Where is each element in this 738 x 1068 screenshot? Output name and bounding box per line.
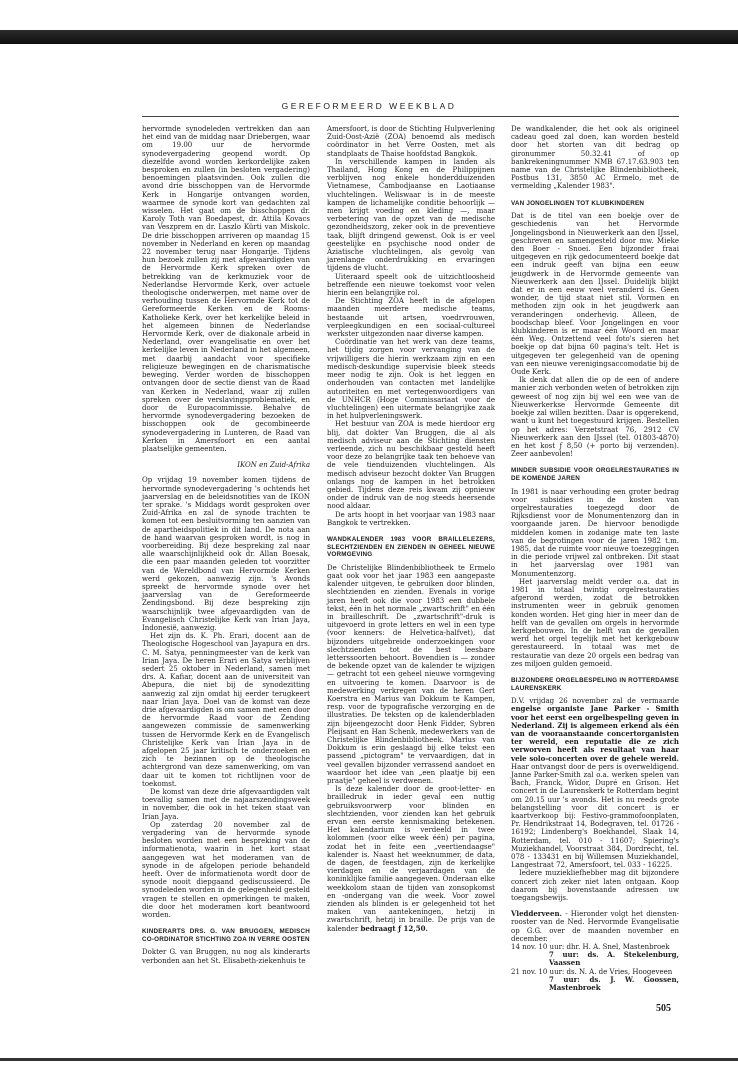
subheading-ikon: IKON en Zuid-Afrika (237, 461, 310, 470)
page-number: 505 (656, 1003, 671, 1014)
heading-subsidie: MINDER SUBSIDIE VOOR ORGELRESTAURATIES IN DE KOMENDE JAREN (511, 467, 679, 482)
paragraph (511, 910, 679, 943)
service-line: 7 uur: ds. A. Stekelenburg, Vaassen (549, 950, 679, 968)
paragraph: Uiteraard speelt ook de uitzichtloosheid betreffende een nieuwe toekomst voor velen hierin een belangrijke rol. (327, 272, 495, 298)
place-name: Vledderveen. (511, 909, 562, 919)
paragraph-text: Haar ontvangst door de pers is overweldigend. Janne Parker-Smith zal o.a. werken spelen van Bach, Franck, Widor, Dupré en Grison. Het concert in de Laurenskerk te Rotterdam begint om 20.15 uur 's avonds. Het is nu reeds grote belangstelling voor dit concert is er kaartverkoop bij: Festivo-grammofoonplaten, Pr. Hendrikstraat 14, Bodegraven, tel. 01726 - 16192; Lindenberg's Boekhandel, Slaak 14, Rotterdam, tel. 010 - 11607; Spiering's Muziekhandel, Voorstraat 384, Dordrecht, tel. 078 - 133431 en bij Willemsen Muziekhandel, Langestraat 72, Amersfoort, tel. 033 - 16225. (511, 762, 679, 870)
paragraph: In verschillende kampen in landen als Thailand, Hong Kong en de Philippijnen verblijven nog enkele honderdduizenden Vietnamese, Cambodjaanse en Laotiaanse vluchtelingen. Weliswaar is in de meeste kampen de lichamelijke conditie behoorlijk — men krijgt voeding en kleding —, maar verbetering van de opzet van de medische gezondheidszorg, zeker ook in de preventieve taak, blijft dringend gewenst. Ook is er veel geestelijke en psychische nood onder de Aziatische vluchtelingen, als gevolg van jarenlange onderdrukking en ervaringen tijdens de vlucht. (327, 157, 495, 273)
paragraph: Het bestuur van ZOA is mede hierdoor erg blij, dat dokter Van Bruggen, die al als medisch adviseur aan de Stichting diensten verleende, zich nu beschikbaar gesteld heeft voor deze zo belangrijke taak ten behoeve van de vele tienduizenden vluchtelingen. Als medisch adviseur bezocht dokter Van Bruggen onlangs nog de kampen in het betrokken gebied. Tijdens deze reis kwam zij opnieuw onder de indruk van de nog steeds heersende nood aldaar. (327, 420, 495, 511)
price-text: bedraagt ƒ 12,50. (360, 923, 428, 933)
scan-bottom-border (0, 1058, 738, 1061)
service-line: 14 nov. 10 uur: dhr. H. A. Snel, Mastenbroek (511, 943, 670, 952)
paragraph: Dat is de titel van een boekje over de geschiedenis van het Hervormde Jongelingsbond in Nieuwerkerk aan den IJssel, geschreven en samengesteld door mw. Mieke den Boer - Snoei. Een bijzonder fraai uitgegeven en rijk gedocumenteerd boekje dat een indruk geeft van bijna een eeuw jeugdwerk in de Hervormde gemeente van Nieuwerkerk aan den IJssel. Duidelijk blijkt dat er in een eeuw veel veranderd is. Geen wonder, de tijd staat niet stil. Vormen en methoden zijn ook in het jeugdwerk aan veranderingen onderhevig. Alleen, de boodschap bleef. Voor Jongelingen en voor klubkinderen is er maar één Woord en maar één Weg. Ontzettend veel foto's sieren het boekje op dat bijna 60 pagina's telt. Het is uitgegeven ter gelegenheid van de opening van een nieuwe verenigingsaccomodatie bij de Oude Kerk. (511, 212, 679, 377)
column-2 (327, 125, 495, 933)
paragraph: Dokter G. van Bruggen, nu nog als kinderarts verbonden aan het St. Elisabeth-ziekenhuis te (142, 948, 310, 965)
paragraph: Ik denk dat allen die op de een of andere manier zich verbonden weten of betrokken zijn geweest of nog zijn bij wel een wee van de Nieuwerkerkse Hervormde Gemeente dit boekje zal willen bezitten. Daar is opgerekend, want u kunt het toegestuurd krijgen. Bestellen op het adres: Verzetstraat 76, 2912 CV Nieuwerkerk aan den IJssel (tel. 01803-4870) en het kost ƒ 8,50 (+ porto bij verzenden). Zeer aanbevolen! (511, 376, 679, 459)
paragraph: De Christelijke Blindenbibliotheek te Ermelo gaat ook voor het jaar 1983 een aangepaste kalender uitgeven, te gebruiken door blinden, slechtzienden en zienden. Evenals in vorige jaren heeft ook die voor 1983 een dubbele tekst, één in het normale „zwartschrift" en één in brailleschrift. De „zwartschrift"-druk is uitgevoerd in grote letters en wel in een type (voor kenners: de Helvetica-halfvet), dat bijzonders uitgebreide onderzoekingen voor slechtzienden tot de best leesbare letterssoorten behoort. Bovendien is — zonder de bekende opzet van de kalender te wijzigen — getracht tot een geheel nieuwe vormgeving en uitvoering te komen. Daarvoor is de medewerking verkregen van de heren Gert Koerstra en Marius van Dokkum te Kampen, resp. voor de typografische verzorging en de illustraties. De teksten op de kalenderbladen zijn bijeengezocht door Henk Fidder, Sybren Pleijsant en Han Schenk, medewerkers van de Christelijke Blindenbibliotheek. Marius van Dokkum is erin geslaagd bij elke tekst een passend „pictogram" te vervaardigen, dat in veel gevallen bijzonder verrassend aandoet en waardoor het idee van „een plaatje bij een praatje" geheel is verdwenen. (327, 563, 495, 786)
header-rule (142, 116, 679, 117)
magazine-title: GEREFORMEERD WEEKBLAD (281, 101, 457, 111)
paragraph: De wandkalender, die het ook als origineel cadeau goed zal doen, kan worden besteld door het storten van dit bedrag op gironummer 50.32.41 of op bankrekeningnummer NMB 67.17.63.903 ten name van de Christelijke Blindenbibliotheek, Postbus 131, 3850 AC Ermelo, met de vermelding „Kalender 1983". (511, 125, 679, 191)
paragraph (511, 697, 679, 869)
paragraph: Coördinatie van het werk van deze teams, het tijdig zorgen voor vervanging van de vrijwilligers die hierin werkzaam zijn en een medisch-deskundige supervisie bleek steeds meer nodig te zijn. Ook is het leggen en onderhouden van contacten met landelijke autoriteiten en met vertegenwoordigers van de UNHCR (Hoge Commissariaat voor de vluchtelingen) een uitermate belangrijke zaak in het hulpverleningswerk. (327, 338, 495, 421)
paragraph: hervormde synodeleden vertrekken dan aan het eind van de middag naar Driebergen, waar om 19.00 uur de hervormde synodevergadering geopend wordt. Op diezelfde avond worden kerkordelijke zaken besproken en zullen (in besloten vergadering) benoemingen plaatsvinden. Ook zullen die avond drie bisschoppen van de Hervormde Kerk in Hongarije ontvangen worden, waarmee de synode kort van gedachten zal wisselen. Het gaat om de bisschoppen dr. Karoly Toth van Boedapest, dr. Attila Kovacs van Veszprem en dr. Laszlo Kürti van Miskolc. De drie bisschoppen arriveren op maandag 15 november in Nederland en keren op maandag 22 november terug naar Hongarije. Tijdens hun bezoek zullen zij met afgevaardigden van de Hervormde Kerk spreken over de betrekking van de kerkmuziek voor de Nederlandse Hervormde Kerk, over actuele theologische onderwerpen, met name over de verhouding tussen de Hervormde Kerk tot de Gereformeerde Kerken en de Rooms-Katholieke Kerk, over het kerkelijke beleid in het algemeen binnen de Nederlandse Hervormde Kerk, over de diakonale arbeid in Nederland, over evangelisatie en over het kerkelijke leven in Nederland in het algemeen, met daarbij aandacht voor specifieke religieuze bewegingen en de charismatische beweging. Verder worden de bisschoppen ontvangen door de sectie dienst van de Raad van Kerken in Nederland, waar zij zullen spreken over de verslavingsproblematiek, en door de Europacommissie. Behalve de hervormde synodevergadering bezoeken de bisschoppen ook de gecombineerde synodevergadering in Lunteren, de Raad van Kerken in Amersfoort en een aantal plaatselijke gemeenten. (142, 125, 310, 453)
paragraph-text: Is deze kalender door de groot-letter- en brailledruk in ieder geval een nuttig gebruiksvoorwerp voor blinden en slechtzienden, voor zienden kan het gebruik ervan een eerste kennismaking betekenen. Het kalendarium is verdeeld in twee kolommen (voor elke week één) per pagina, zodat het in feite een „veertiendaagse" kalender is. Naast het weeknummer, de data, de dagen, de feestdagen, zijn de kerkelijke vierdagen en de verjaardagen van de koninklijke familie aangegeven. Onderaan elke weekkolom staan de tijden van zonsopkomst en -ondergang van die week. Voor zowel zienden als blinden is er gelegenheid tot het maken van aantekeningen, hetzij in zwartschrift, hetzij in braille. De prijs van de kalender (327, 785, 495, 933)
paragraph (327, 785, 495, 933)
heading-orgel: BIJZONDERE ORGELBESPELING IN ROTTERDAMSE LAURENSKERK (511, 676, 679, 692)
paragraph: Het jaarverslag meldt verder o.a. dat in 1981 in totaal twintig orgelrestauraties afgerond werden, zodat de betrokken instrumenten weer in gebruik genomen konden worden. Het ging hier in meer dan de helft van de gevallen om orgels in hervormde kerkgebouwen. In de helft van de gevallen werd het orgel tegelijk met het kerkgebouw gerestaureerd. In totaal was met de restauratie van deze 20 orgels een bedrag van zes miljoen gulden gemoeid. (511, 577, 679, 668)
service-line: 21 nov. 10 uur: ds. N. A. de Vries, Hoogeveen (511, 967, 673, 976)
paragraph: Iedere muziekliefhebber mag dit bijzondere concert zich zeker niet laten ontgaan. Koop daarom bij bovenstaande adressen uw toegangsbewijs. (511, 869, 679, 903)
paragraph: De komst van deze drie afgevaardigden valt toevallig samen met de najaarszendingsweek in november, die ook in het teken staat van Irian Jaya. (142, 788, 310, 821)
paragraph-text: - Hieronder volgt het diensten-rooster van de Ned. Hervormde Evangelisatie op G.G. over de maanden november en december. (511, 910, 679, 943)
scan-top-border (0, 30, 738, 44)
paragraph: De arts hoopt in het voorjaar van 1983 naar Bangkok te vertrekken. (327, 510, 495, 527)
column-3 (511, 125, 679, 992)
paragraph: Amersfoort, is door de Stichting Hulpverlening Zuid-Oost-Azië (ZOA) benoemd als medisch coördinator in het Verre Oosten, met als standplaats de Thaise hoofdstad Bangkok. (327, 125, 495, 158)
paragraph: De Stichting ZOA heeft in de afgelopen maanden meerdere medische teams, bestaande uit artsen, voedrvrouwen, verpleegkundigen en een sociaal-cultureel werkster uitgezonden naar diverse kampen. (327, 297, 495, 339)
paragraph: Het zijn ds. K. Ph. Erari, docent aan de Theologische Hogeschool van Jayapura en drs. C. M. Satya, penningmeester van de kerk van Irian Jaya. De heren Erari en Satya verblijven sedert 25 oktober in Nederland, samen met drs. A. Kafiar, docent aan de universiteit van Abepura, die niet bij de synodezitting aanwezig zal zijn omdat hij eerder terugkeert naar Irian Jaya. Doel van de komst van deze drie afgevaardigden is om samen met een door de hervormde Raad voor de Zending aangewezen commissie de samenwerking tussen de Hervormde Kerk en de Evangelisch Christelijke Kerk van Irian Jaya in de afgelopen 25 jaar kritisch te onderzoeken en zich te bezinnen op de theologische achtergrond van deze samenwerking, om van daar uit te komen tot richtlijnen voor de toekomst. (142, 632, 310, 788)
paragraph: In 1981 is naar verhouding een groter bedrag voor subsidies in de kosten van orgelrestauraties toegezegd door de Rijksdienst voor de Monumentenzorg dan in voorgaande jaren. De hiervoor benodigde middelen komen in zodanige mate ten laste van de begrotingen voor de jaren 1982 t.m. 1985, dat de ruimte voor nieuwe toezeggingen in die periode vrijwel zal ontbreken. Dit staat in het jaarverslag over 1981 van Monumentenzorg. (511, 487, 679, 578)
paragraph-text: D.V. vrijdag 26 november zal de vermaarde (511, 697, 679, 706)
paragraph: Op vrijdag 19 november komen tijdens de hervormde synodevergadering 's ochtends het jaarverslag en de beleidsnotities van de IKON ter sprake. 's Middags wordt gesproken over Zuid-Afrika en zal de synode trachten te komen tot een besluitvorming ten aanzien van de apartheidspolitiek in dit land. De nota aan de hand waarvan gesproken wordt, is nog in voorbereiding. Bij deze bespreking zal naar alle waarschijnlijkheid ook dr. Allan Boesak, die een paar maanden geleden tot voorzitter van de Wereldbond van Hervormde Kerken werd gekozen, aanwezig zijn. 's Avonds spreekt de hervormde synode over het jaarverslag van de Gereformeerde Zendingsbond. Bij deze bespreking zijn waarschijnlijk twee afgevaardigden van de Evangelisch Christelijke Kerk van Irian Jaya, Indonesië, aanwezig. (142, 476, 310, 632)
paragraph-bold-text: engelse organiste Jane Parker - Smith voor het eerst een orgelbespeling geven in Nederland. Zij is algemeen erkend als één van de vooraanstaande concertorganisten ter wereld, een reputatie die ze zich verworven heeft als resultaat van haar vele solo-concerten over de gehele wereld. (511, 704, 679, 763)
heading-jongelingen: VAN JONGELINGEN TOT KLUBKINDEREN (511, 199, 645, 207)
column-1 (142, 125, 310, 965)
heading-kinderarts: KINDERARTS DRS. G. VAN BRUGGEN, MEDISCH CO-ORDINATOR STICHTING ZOA IN VERRE OOSTEN (142, 928, 310, 943)
service-line: 7 uur: ds. J. W. Goossen, Mastenbroek (549, 974, 679, 993)
heading-wandkalender: WANDKALENDER 1983 VOOR BRAILLELEZERS, SLECHTZIENDEN EN ZIENDEN IN GEHEEL NIEUWE VORMGEVING (327, 535, 495, 559)
paragraph: Op zaterdag 20 november zal de vergadering van de hervormde synode besloten worden met een bespreking van de informatienota, waarin in het kort staat aangegeven wat het moderamen van de synode in de afgelopen periode behandeld heeft. Over de informatienota wordt door de synode nooit diepgaand gediscussieerd. De synodeleden worden in de gelegenheid gesteld vragen te stellen en opmerkingen te maken, die door het moderamen kort beantwoord worden. (142, 820, 310, 920)
